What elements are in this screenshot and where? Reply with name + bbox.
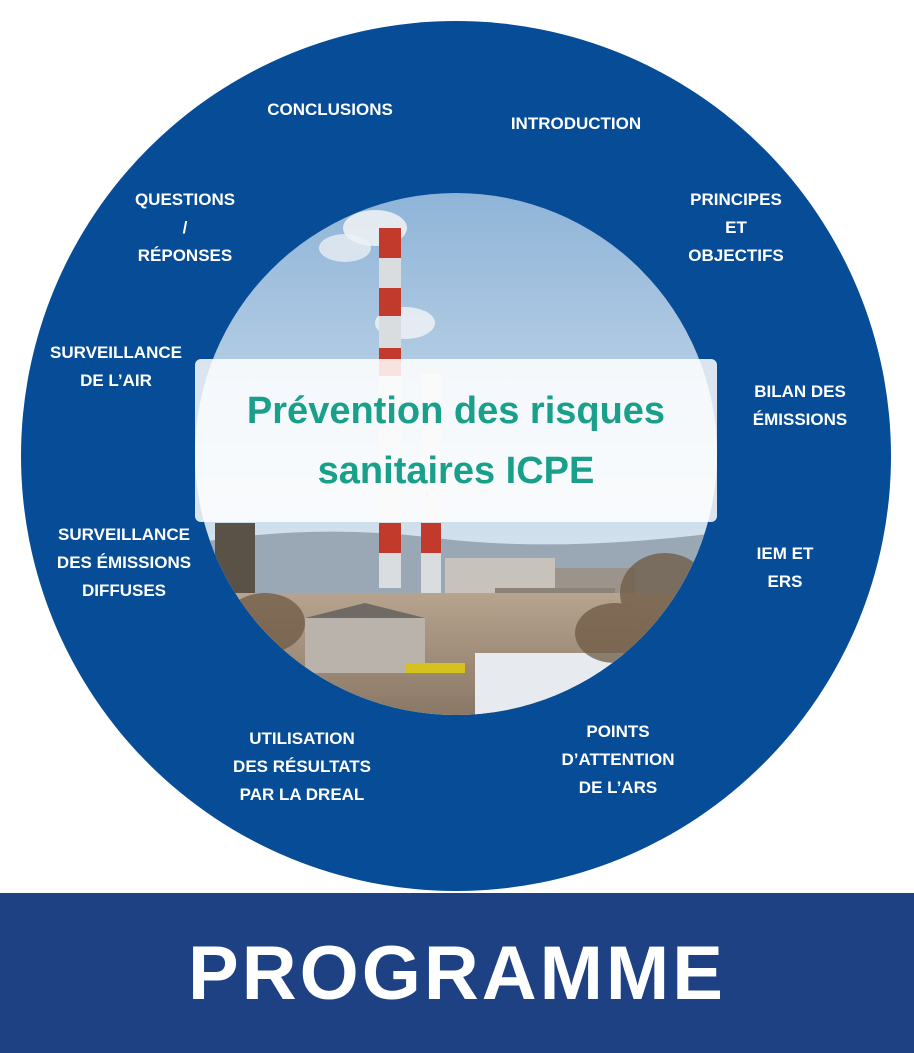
label-introduction: INTRODUCTION [510, 114, 642, 133]
label-utilisation-resultats: UTILISATION DES RÉSULTATS PAR LA DREAL [233, 729, 371, 804]
title-line-1: Prévention des risques [246, 389, 666, 432]
banner-title: PROGRAMME [188, 930, 726, 1016]
label-iem-ers: IEM ET ERS [756, 544, 814, 591]
label-questions-reponses: QUESTIONS / RÉPONSES [134, 190, 236, 265]
programme-banner [0, 893, 914, 1053]
label-principes-objectifs: PRINCIPES ET OBJECTIFS [688, 190, 784, 265]
title-band [195, 359, 717, 522]
title-line-2: sanitaires ICPE [317, 449, 595, 492]
label-bilan-emissions: BILAN DES ÉMISSIONS [752, 382, 848, 429]
label-surveillance-diffuses: SURVEILLANCE DES ÉMISSIONS DIFFUSES [56, 525, 192, 600]
label-conclusions: CONCLUSIONS [267, 100, 393, 119]
label-surveillance-air: SURVEILLANCE DE L’AIR [50, 343, 182, 390]
label-points-attention: POINTS D’ATTENTION DE L’ARS [561, 722, 675, 797]
